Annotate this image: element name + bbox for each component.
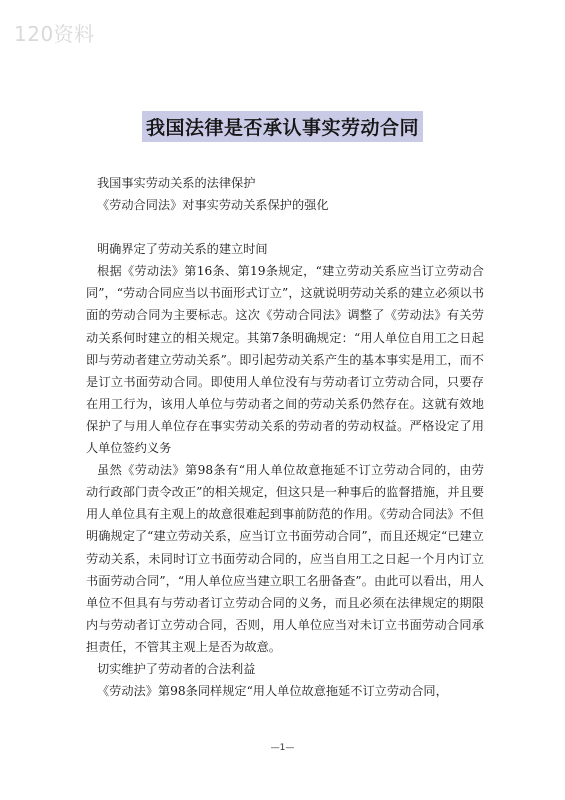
watermark-logo: 120资料 bbox=[14, 22, 95, 46]
document-title: 我国法律是否承认事实劳动合同 bbox=[142, 111, 423, 142]
paragraph-body-2: 虽然《劳动法》第98条有“用人单位故意拖延不订立劳动合同的，由劳动行政部门责令改正”的相关规定，但这只是一种事后的监督措施，并且要用人单位具有主观上的故意很难起到事前防范的作用。《劳动合同法》不但明确规定了“建立劳动关系，应当订立书面劳动合同”，而且还规定“已建立劳动关系，未同时订立书面劳动合同的，应当自用工之日起一个月内订立书面劳动合同”，“用人单位应当建立职工名册备查”。由此可以看出，用人单位不但具有与劳动者订立劳动合同的义务，而且必须在法律规定的期限内与劳动者订立劳动合同，否则，用人单位应当对未订立书面劳动合同承担责任，不管其主观上是否为故意。 bbox=[86, 463, 484, 654]
paragraph-gap bbox=[86, 216, 484, 238]
paragraph-heading-2: 《劳动合同法》对事实劳动关系保护的强化 bbox=[97, 198, 329, 213]
paragraph-body-3: 《劳动法》第98条同样规定“用人单位故意拖延不订立劳动合同， bbox=[97, 684, 448, 699]
page-number: —1— bbox=[270, 743, 295, 753]
title-block bbox=[0, 111, 565, 142]
document-body bbox=[86, 172, 484, 702]
paragraph-heading-4: 切实维护了劳动者的合法利益 bbox=[97, 661, 256, 676]
paragraph-body-1: 根据《劳动法》第16条、第19条规定，“建立劳动关系应当订立劳动合同”，“劳动合同应当以书面形式订立”，这就说明劳动关系的建立必须以书面的劳动合同为主要标志。这次《劳动合同法》调整了《劳动法》有关劳动关系何时建立的相关规定。其第7条明确规定：“用人单位自用工之日起即与劳动者建立劳动关系”。即引起劳动关系产生的基本事实是用工，而不是订立书面劳动合同。即使用人单位没有与劳动者订立劳动合同，只要存在用工行为，该用人单位与劳动者之间的劳动关系仍然存在。这就有效地保护了与用人单位存在事实劳动关系的劳动者的劳动权益。严格设定了用人单位签约义务 bbox=[86, 264, 484, 456]
paragraph-heading-1: 我国事实劳动关系的法律保护 bbox=[97, 176, 256, 190]
paragraph-heading-3: 明确界定了劳动关系的建立时间 bbox=[97, 242, 268, 257]
